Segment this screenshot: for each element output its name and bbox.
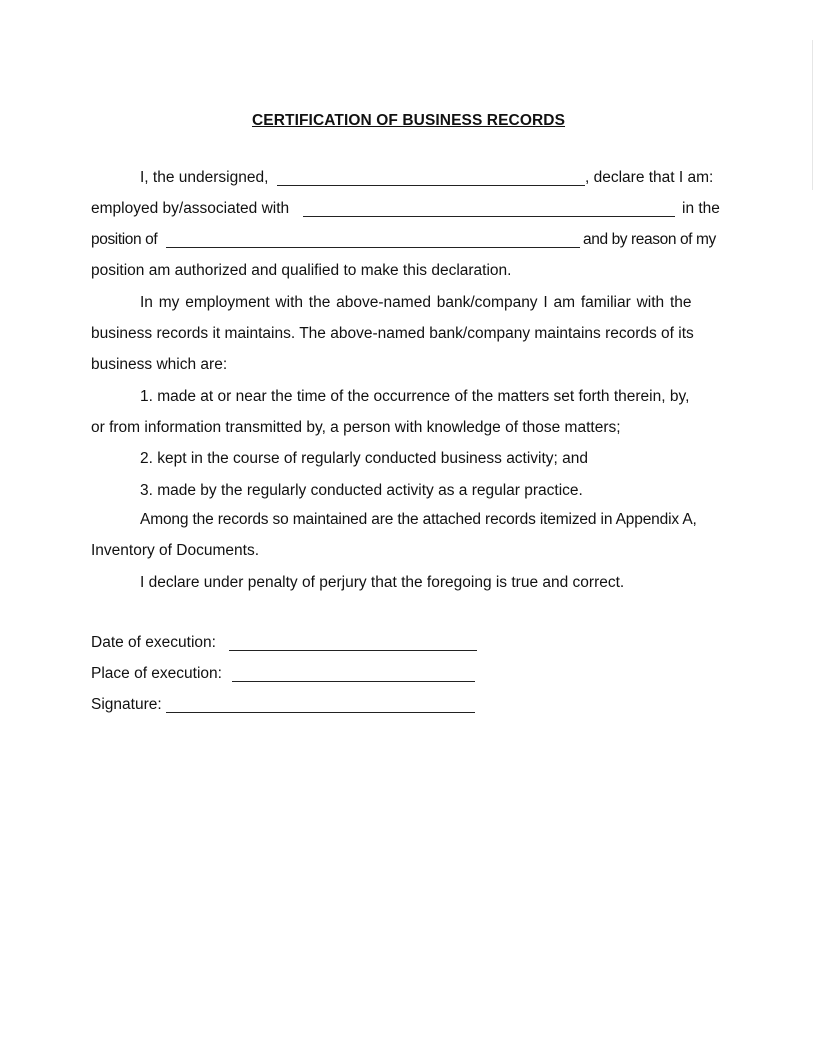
intro-line-3-end: and by reason of my [583, 231, 716, 248]
date-of-execution-field[interactable] [229, 650, 477, 651]
intro-line-2-end: in the [682, 200, 720, 217]
item-3: 3. made by the regularly conducted activity as a regular practice. [140, 482, 583, 499]
page-title: CERTIFICATION OF BUSINESS RECORDS [251, 112, 566, 129]
employment-line-1: In my employment with the above-named bank/company I am familiar with the [140, 294, 692, 311]
place-of-execution-label: Place of execution: [91, 665, 222, 682]
intro-line-3-start: position of [91, 231, 158, 248]
date-of-execution-label: Date of execution: [91, 634, 216, 651]
intro-line-2-start: employed by/associated with [91, 200, 290, 217]
place-of-execution-field[interactable] [232, 681, 475, 682]
position-field[interactable] [166, 247, 580, 248]
employer-field[interactable] [303, 216, 675, 217]
intro-line-1-end: , declare that I am: [585, 169, 714, 186]
intro-line-4: position am authorized and qualified to make this declaration. [91, 262, 512, 279]
item-2: 2. kept in the course of regularly conducted business activity; and [140, 450, 589, 467]
item-1-line-2: or from information transmitted by, a person with knowledge of those matters; [91, 419, 621, 436]
perjury-declaration: I declare under penalty of perjury that the foregoing is true and correct. [140, 574, 625, 591]
records-line-1: Among the records so maintained are the attached records itemized in Appendix A, [140, 511, 697, 528]
undersigned-name-field[interactable] [277, 185, 585, 186]
employment-line-3: business which are: [91, 356, 228, 373]
intro-line-1-start: I, the undersigned, [140, 169, 269, 186]
signature-field[interactable] [166, 712, 475, 713]
signature-label: Signature: [91, 696, 162, 713]
employment-line-2: business records it maintains. The above-named bank/company maintains records of its [91, 325, 694, 342]
item-1-line-1: 1. made at or near the time of the occurrence of the matters set forth therein, by, [140, 388, 690, 405]
records-line-2: Inventory of Documents. [91, 542, 259, 559]
